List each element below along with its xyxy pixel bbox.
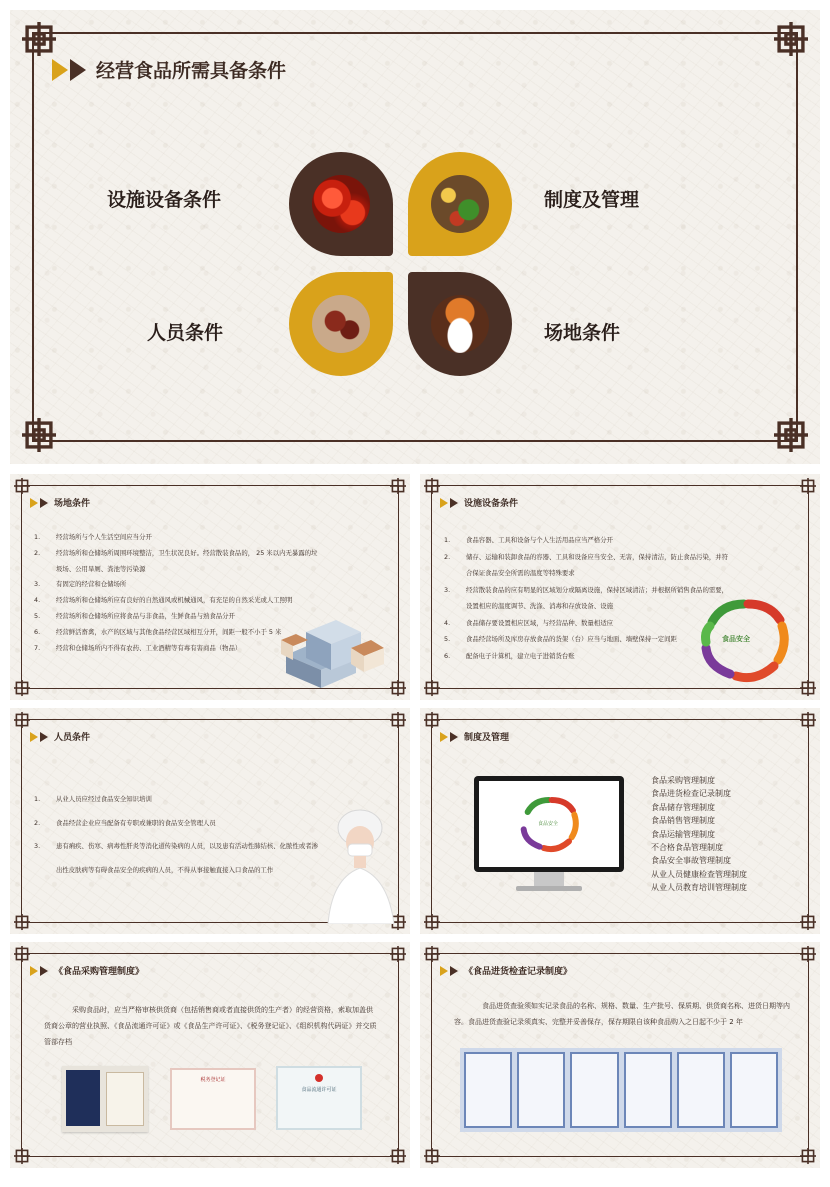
list-item-number: 5. (34, 611, 41, 620)
list-item (444, 549, 744, 566)
slide-overview (10, 10, 820, 464)
list-item-number (444, 565, 466, 582)
list-item-number: 2. (34, 548, 41, 557)
corner-knot-icon (14, 1148, 30, 1164)
corner-knot-icon (14, 712, 30, 728)
food-permit-photo (276, 1066, 362, 1130)
corner-knot-icon (390, 680, 406, 696)
slide-title: 《食品进货检查记录制度》 (464, 967, 573, 977)
list-item-text: 有固定的经营和仓储场所 (56, 580, 127, 589)
slide-title-group (30, 496, 90, 509)
list-item-text: 经营场所和仓储场所应将食品与非食品，生鲜食品与熟食品分开 (56, 611, 235, 620)
management-system-item: 食品采购管理制度 (651, 776, 715, 785)
list-item (34, 562, 334, 578)
tax-certificate-photo (170, 1068, 256, 1130)
monitor-illustration (474, 776, 624, 894)
petal-bottom-left (289, 272, 393, 376)
corner-knot-icon (774, 418, 808, 452)
monitor-base (516, 886, 582, 891)
slide-title-group (440, 496, 518, 509)
petal-top-right (408, 152, 512, 256)
slide-title-group (30, 964, 144, 977)
list-item-number: 5. (444, 635, 451, 643)
corner-knot-icon (424, 914, 440, 930)
seal-icon (315, 1074, 323, 1082)
petal-top-left (289, 152, 393, 256)
list-item-text: 食品容器、工具和设备与个人生活用品应当严格分开 (466, 536, 613, 544)
corner-knot-icon (800, 680, 816, 696)
coffee-cup-photo (431, 295, 489, 353)
label-management: 制度及管理 (544, 189, 640, 211)
list-item (34, 593, 334, 609)
corner-knot-icon (390, 946, 406, 962)
list-item (34, 859, 334, 883)
list-item-text: 经营场所和仓储场所周围环境整洁，卫生状况良好。经营散装食品的， 25 米以内无暴露的垃 (56, 548, 318, 557)
list-item (34, 835, 334, 859)
procurement-paragraph: 采购食品时，应当严格审核供货商（包括销售商或者直接供货的生产者）的经营资格，索取加盖供货商公章的营业执照、《食品流通许可证》或《食品生产许可证》、《税务登记证》、《组织机构代码证》并交质管部存档 (44, 1006, 377, 1046)
list-item-number: 6. (444, 651, 451, 660)
corner-knot-icon (390, 712, 406, 728)
regulation-boards-photo (460, 1048, 782, 1132)
list-item (34, 577, 334, 593)
slide-management-systems (420, 708, 820, 934)
corner-knot-icon (22, 22, 56, 56)
food-worker-illustration (318, 806, 402, 924)
list-item-text: 圾场、公用旱厕、粪池等污染源 (56, 564, 146, 573)
slide-title-group (440, 730, 509, 743)
business-license-photo (62, 1066, 148, 1132)
list-item-number: 1. (34, 795, 41, 803)
corner-knot-icon (390, 478, 406, 494)
chevron-arrows-icon (440, 732, 460, 742)
corner-knot-icon (390, 1148, 406, 1164)
management-system-item: 食品储存管理制度 (651, 802, 715, 812)
personnel-conditions-list (34, 788, 334, 882)
list-item-text: 经营散装食品的应有明显的区域划分或隔离设施，保持区域清洁；并根据所销售食品的需要， (466, 585, 729, 594)
corner-knot-icon (14, 946, 30, 962)
logo-text: 食品安全 (722, 635, 750, 643)
corner-knot-icon (800, 712, 816, 728)
dried-dates-photo (312, 295, 370, 353)
corner-knot-icon (774, 22, 808, 56)
list-item-text: 食品经营企业应当配备有专职或兼职的食品安全管理人员 (56, 818, 216, 827)
corner-knot-icon (800, 478, 816, 494)
management-system-item: 从业人员健康检查管理制度 (651, 869, 747, 879)
corner-knot-icon (424, 712, 440, 728)
list-item-number (34, 562, 56, 578)
list-item (34, 530, 334, 546)
list-item-number: 2. (444, 552, 451, 561)
list-item-number: 6. (34, 627, 41, 636)
chevron-arrows-icon (30, 966, 50, 976)
corner-knot-icon (424, 946, 440, 962)
slide-title-group (52, 56, 286, 83)
corner-knot-icon (14, 914, 30, 930)
corner-knot-icon (424, 1148, 440, 1164)
screen-logo-text: 食品安全 (538, 821, 559, 827)
inspection-paragraph: 食品进货查验须如实记录食品的名称、规格、数量、生产批号、保质期、供货商名称、进货日期等内容。食品进货查验记录须真实、完整并妥善保存，保存期限自该种食品购入之日起不少于 2 年 (454, 1002, 790, 1026)
management-systems-list (651, 774, 811, 895)
tomato-photo (312, 175, 370, 233)
list-item-number: 1. (34, 533, 41, 541)
management-system-item: 从业人员教育培训管理制度 (651, 883, 747, 893)
list-item-number: 1. (444, 536, 451, 544)
chevron-arrows-icon (30, 732, 50, 742)
list-item-text: 设置相应的温度调节、洗涤、消毒和存放设备、设施 (466, 602, 613, 610)
list-item-text: 食品经营场所及库房存放食品的货架（台）应当与地面、墙壁保持一定间距 (466, 635, 677, 643)
corner-knot-icon (14, 680, 30, 696)
monitor-screen (474, 776, 624, 872)
slide-title: 制度及管理 (464, 733, 510, 743)
regulation-board (464, 1052, 512, 1128)
list-item-number: 3. (444, 585, 451, 594)
vegetable-ring-logo (692, 592, 796, 688)
slide-title: 场地条件 (54, 499, 91, 509)
list-item-text: 配备电子计算机，建立电子进销货台账 (466, 651, 575, 660)
slide-personnel-conditions (10, 708, 410, 934)
list-item-number (34, 859, 56, 883)
corner-knot-icon (424, 680, 440, 696)
management-system-item: 食品销售管理制度 (651, 816, 715, 826)
list-item-text: 经营场所与个人生活空间应当分开 (56, 533, 152, 541)
vegetables-photo (431, 175, 489, 233)
chevron-arrows-icon (30, 498, 50, 508)
management-system-item: 不合格食品管理制度 (651, 843, 723, 853)
list-item (34, 812, 334, 836)
list-item (34, 546, 334, 562)
slide-title: 《食品采购管理制度》 (54, 967, 145, 977)
corner-knot-icon (14, 478, 30, 494)
petal-bottom-right (408, 272, 512, 376)
list-item-number: 7. (34, 643, 41, 652)
list-item-text: 从业人员应经过食品安全知识培训 (56, 795, 152, 803)
label-site: 场地条件 (544, 322, 621, 344)
list-item-number (444, 598, 466, 615)
monitor-stand (534, 872, 564, 886)
list-item (34, 788, 334, 812)
corner-knot-icon (22, 418, 56, 452)
slide-inspection-record-system (420, 942, 820, 1168)
list-item-number: 3. (34, 580, 41, 589)
corner-knot-icon (800, 946, 816, 962)
list-item (444, 532, 744, 549)
list-item-text: 合保证食品安全所需的温度等特殊要求 (466, 569, 575, 577)
list-item-text: 经营鲜活畜禽，水产的区域与其他食品经营区域相互分开，间距一般不小于 5 米 (56, 627, 282, 636)
chevron-arrows-icon (440, 966, 460, 976)
list-item-number: 3. (34, 842, 41, 850)
slide-title: 人员条件 (54, 733, 91, 743)
regulation-board (730, 1052, 778, 1128)
slide-procurement-system (10, 942, 410, 1168)
regulation-board (624, 1052, 672, 1128)
list-item-number: 4. (34, 596, 41, 605)
list-item-text: 经营场所和仓储场所应有良好的自然通风或机械通风，有充足的自然采光或人工照明 (56, 596, 293, 605)
slide-title-group (30, 730, 90, 743)
list-item-text: 患有痢疾、伤寒、病毒性肝炎等消化道传染病的人员，以及患有活动性肺结核、化脓性或者渗 (56, 842, 319, 850)
list-item-text: 储存、运输和装卸食品的容器、工具和设备应当安全、无害，保持清洁，防止食品污染，并符 (466, 552, 729, 561)
label-personnel: 人员条件 (147, 322, 224, 344)
slide-title-group (440, 964, 572, 977)
list-item-number: 2. (34, 818, 41, 827)
corner-knot-icon (424, 478, 440, 494)
list-item-number: 4. (444, 618, 451, 627)
chevron-arrows-icon (440, 498, 460, 508)
building-illustration (276, 610, 386, 690)
management-system-item: 食品进货检查记录制度 (651, 789, 731, 799)
list-item-text: 食品储存要设置相应区域，与经营品种、数量相适应 (466, 618, 613, 627)
corner-knot-icon (800, 1148, 816, 1164)
regulation-board (677, 1052, 725, 1128)
slide-site-conditions (10, 474, 410, 700)
slide-facility-conditions (420, 474, 820, 700)
list-item-text: 经营和仓储场所内不得有农药、工业酒精等有毒有害商品（物品） (56, 643, 242, 652)
slide-title: 经营食品所需具备条件 (96, 60, 287, 82)
food-permit-text: 食品流通许可证 (301, 1087, 337, 1093)
list-item (444, 565, 744, 582)
slide-title: 设施设备条件 (464, 499, 519, 509)
management-system-item: 食品运输管理制度 (651, 829, 715, 839)
chevron-arrows-icon (52, 59, 88, 81)
tax-certificate-text: 税务登记证 (200, 1077, 226, 1083)
management-system-item: 食品安全事故管理制度 (651, 856, 731, 866)
list-item-text: 出性皮肤病等有碍食品安全的疾病的人员，不得从事接触直接入口食品的工作 (56, 865, 274, 874)
label-facilities: 设施设备条件 (107, 189, 222, 211)
corner-knot-icon (800, 914, 816, 930)
regulation-board (517, 1052, 565, 1128)
regulation-board (570, 1052, 618, 1128)
